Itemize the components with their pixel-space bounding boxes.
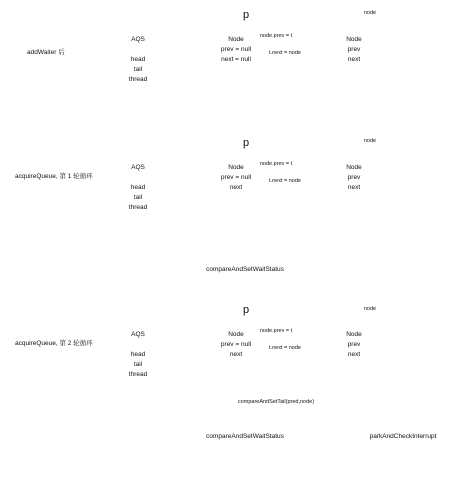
- aqs-thread: thread: [128, 204, 148, 211]
- p-label: p: [242, 304, 250, 316]
- aqs-thread: thread: [128, 76, 148, 83]
- aqs-title: AQS: [131, 164, 145, 171]
- aqs-tail: tail: [133, 194, 143, 201]
- aqs-spacer: [129, 45, 147, 55]
- new-node-prev: prev: [347, 341, 361, 348]
- p-node-prev: prev = null: [220, 46, 252, 53]
- p-node-title: Node: [228, 36, 244, 43]
- p-node-title: Node: [228, 164, 244, 171]
- p-node-prev: prev = null: [220, 341, 252, 348]
- node-label: node: [363, 306, 377, 312]
- p-node: [221, 163, 251, 193]
- link-label-prev: node.prev = t: [259, 328, 293, 334]
- new-node-next: next: [347, 184, 361, 191]
- p-node-next: next = null: [221, 56, 251, 63]
- link-label-prev: node.prev = t: [259, 161, 293, 167]
- cas-wait-status-caption: compareAndSetWaitStatus: [206, 433, 284, 440]
- aqs-thread: thread: [128, 371, 148, 378]
- aqs-head: head: [130, 184, 146, 191]
- link-label-next: t.next = node: [269, 345, 301, 351]
- new-node: [346, 35, 362, 65]
- side-label: acquireQueue, 第 2 轮循环: [15, 340, 93, 347]
- link-label-prev: node.prev = t: [259, 33, 293, 39]
- new-node-title: Node: [346, 164, 362, 171]
- new-node-prev: prev: [347, 174, 361, 181]
- p-node-next: next: [229, 184, 243, 191]
- aqs-tail: tail: [133, 361, 143, 368]
- cas-wait-status-caption: compareAndSetWaitStatus: [206, 266, 284, 273]
- aqs-box: [129, 35, 147, 85]
- new-node-prev: prev: [347, 46, 361, 53]
- aqs-tail: tail: [133, 66, 143, 73]
- p-node: [221, 35, 251, 65]
- p-node-title: Node: [228, 331, 244, 338]
- side-label: acquireQueue, 第 1 轮循环: [15, 173, 93, 180]
- p-node-next: next: [229, 351, 243, 358]
- aqs-head: head: [130, 56, 146, 63]
- link-label-next: t.next = node: [269, 178, 301, 184]
- aqs-spacer: [129, 173, 147, 183]
- aqs-title: AQS: [131, 331, 145, 338]
- aqs-title: AQS: [131, 36, 145, 43]
- p-label: p: [242, 137, 250, 149]
- aqs-head: head: [130, 351, 146, 358]
- p-node-prev: prev = null: [220, 174, 252, 181]
- p-node: [221, 330, 251, 360]
- aqs-spacer: [129, 340, 147, 350]
- aqs-box: [129, 330, 147, 380]
- node-label: node: [363, 138, 377, 144]
- new-node-next: next: [347, 56, 361, 63]
- link-label-next: t.next = node: [269, 50, 301, 56]
- new-node-title: Node: [346, 331, 362, 338]
- cas-tail-caption: compareAndSetTail(pred,node): [237, 399, 315, 405]
- new-node: [346, 163, 362, 193]
- new-node-next: next: [347, 351, 361, 358]
- new-node-title: Node: [346, 36, 362, 43]
- side-label: addWaiter 后: [27, 49, 65, 56]
- node-label: node: [363, 10, 377, 16]
- new-node: [346, 330, 362, 360]
- p-label: p: [242, 9, 250, 21]
- aqs-box: [129, 163, 147, 213]
- park-and-check-interrupt-caption: parkAndCheckInterrupt: [369, 433, 437, 440]
